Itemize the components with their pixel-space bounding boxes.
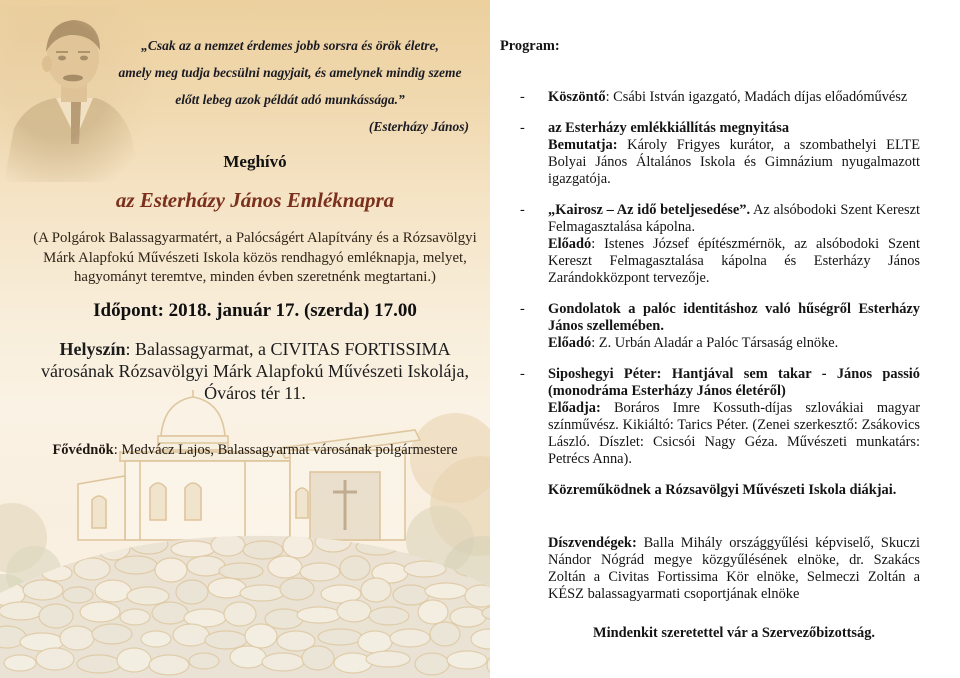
invitation-subtitle: az Esterházy János Emléknapra — [115, 188, 395, 212]
invitation-title: Meghívó — [223, 152, 287, 171]
program-item — [520, 366, 920, 468]
program-item-text — [548, 366, 920, 468]
left-content — [0, 0, 490, 459]
bold-text: Köszöntő — [548, 89, 606, 105]
program-item-text — [548, 120, 920, 188]
event-location — [40, 338, 470, 404]
bold-text: „Kairosz – Az idő beteljesedése”. — [548, 202, 751, 218]
bold-text: az Esterházy emlékkiállítás megnyitása — [548, 120, 790, 136]
text: : Istenes József építészmérnök, az alsóbodoki Szent Kereszt Felmagasztalása kápolna és Esterházy János Zarándokközpont tervezője. — [548, 236, 920, 286]
participants-note: Közreműködnek a Rózsavölgyi Művészeti Iskola diákjai. — [548, 482, 897, 498]
bold-text: Gondolatok a palóc identitáshoz való hűségről Esterházy János szellemében. — [548, 301, 920, 334]
closing-line: Mindenkit szeretettel vár a Szervezőbizottság. — [592, 625, 875, 641]
bold-text: Díszvendégek: — [548, 535, 637, 551]
quote-line: „Csak az a nemzet érdemes jobb sorsra és örök életre, — [141, 38, 439, 53]
patron-line — [30, 442, 480, 459]
location-label: Helyszín — [59, 338, 126, 359]
event-datetime: Időpont: 2018. január 17. (szerda) 17.00 — [93, 299, 417, 321]
program-item-text — [548, 301, 920, 352]
bold-text: Előadja: — [548, 400, 601, 416]
bold-text: Előadó — [548, 335, 592, 351]
quote-line: amely meg tudja becsülni nagyjait, és amelynek mindig szeme — [118, 65, 462, 80]
program-item-bullet: - — [520, 89, 525, 105]
program-item-text — [548, 202, 920, 287]
text: Balla Mihály országgyűlési képviselő, Skuczi Nándor Nógrád megye közgyűlésének elnöke, dr. Szakács Zoltán a Civitas Fortissima Kör elnöke, Selmeczi Zoltán a KÉSZ balassagyarmati csoportjának elnöke — [548, 535, 920, 602]
text: : Z. Urbán Aladár a Palóc Társaság elnöke. — [591, 335, 839, 351]
patron-text: : Medvácz Lajos, Balassagyarmat városának polgármestere — [113, 441, 458, 458]
program-list — [520, 89, 920, 468]
program-item — [520, 120, 920, 188]
intro-paragraph: (A Polgárok Balassagyarmatért, a Palócságért Alapítvány és a Rózsavölgyi Márk Alapfokú Művészeti Iskola közös rendhagyó emléknapja, melyet, hagyományt teremtve, minden évben szeretnénk megtartani.) — [33, 230, 477, 285]
program-item — [520, 89, 920, 106]
program-item-bullet: - — [520, 120, 525, 136]
program-panel — [490, 0, 960, 678]
program-item-text — [548, 89, 920, 106]
quote-block — [105, 32, 475, 140]
program-item-bullet: - — [520, 301, 525, 317]
text: : Csábi István igazgató, Madách díjas előadóművész — [605, 89, 908, 105]
guests-paragraph — [548, 535, 920, 603]
text: Boráros Imre Kossuth-díjas szlovákiai magyar színművész. Kikiáltó: Tarics Péter. (Zenei szerkesztő: Zsákovics László. Díszlet: Csicsói Nagy Géza. Művészeti munkatárs: Petrécs Anna). — [548, 400, 920, 467]
patron-label: Fővédnök — [52, 441, 114, 458]
location-text: : Balassagyarmat, a CIVITAS FORTISSIMA városának Rózsavölgyi Márk Alapfokú Művészeti Iskolája, Óváros tér 11. — [41, 338, 469, 403]
program-item — [520, 301, 920, 352]
program-header: Program: — [500, 38, 560, 54]
bold-text: Siposhegyi Péter: Hantjával sem takar - János passió (monodráma Esterházy János életéről) — [548, 366, 920, 399]
program-item-bullet: - — [520, 202, 525, 218]
text: Károly Frigyes kurátor, a szombathelyi ELTE Bolyai János Általános Iskola és Gimnázium nyugalmazott igazgatója. — [548, 137, 920, 187]
bold-text: Előadó — [548, 236, 592, 252]
text: Az alsóbodoki Szent Kereszt Felmagasztalása kápolna. — [548, 202, 920, 235]
program-item-bullet: - — [520, 366, 525, 382]
quote-attribution: (Esterházy János) — [368, 119, 469, 134]
quote-line: előtt lebeg azok példát adó munkássága.” — [175, 92, 405, 107]
quote-text — [105, 32, 475, 113]
bold-text: Bemutatja: — [548, 137, 618, 153]
program-item — [520, 202, 920, 287]
